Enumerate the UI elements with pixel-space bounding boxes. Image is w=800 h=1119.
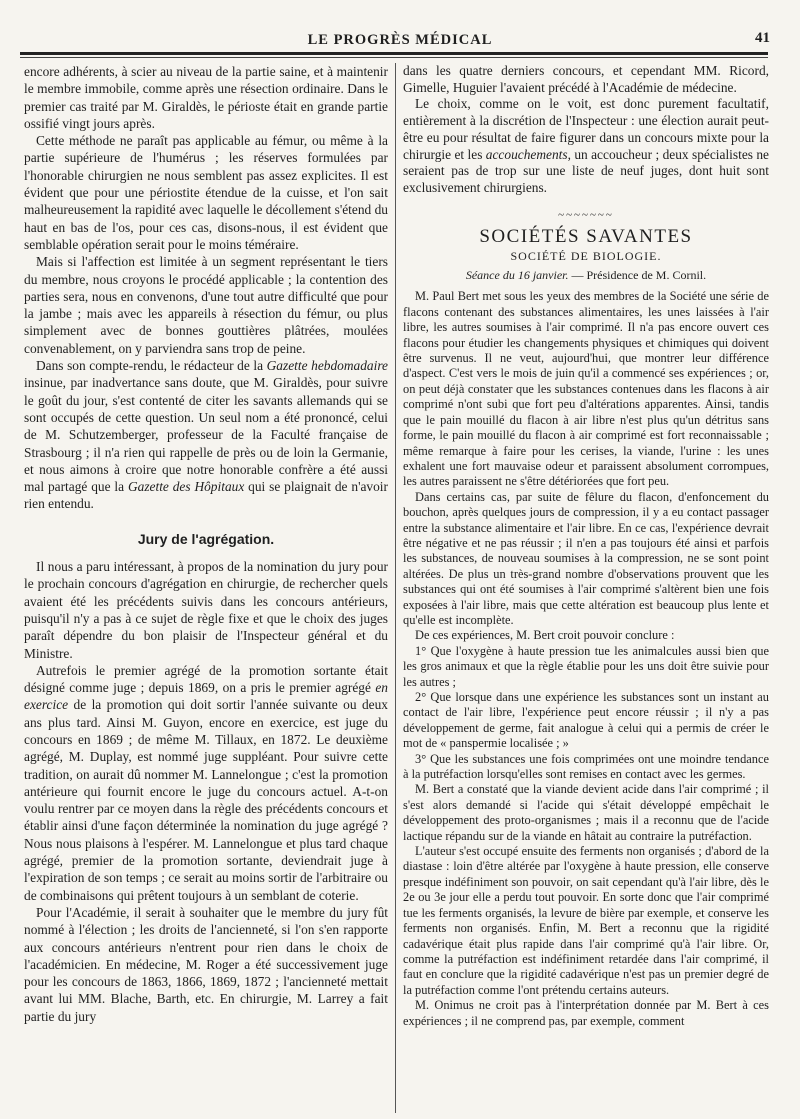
paragraph: M. Bert a constaté que la viande devient acide dans l'air comprimé ; il s'est alors demandé si l'acide qui s'était développé empêchait le développement des proto-organismes ; mais il a reconnu que de l'acide lactique répandu sur de la viande en hâtait au contraire la putréfaction. [403, 782, 769, 843]
paragraph: Cette méthode ne paraît pas applicable au fémur, ou même à la partie supérieure de l'humérus ; les réserves formulées par l'honorable chirurgien ne nous semblent pas assez explicites. Il est évident que pour une périostite étendue de la cuisse, et l'on sait malheureusement la rapidité avec laquelle le décollement s'étend du haut en bas de l'os, pour ces cas, disons-nous, il est évident que semblable opération serait pour le moins téméraire. [24, 133, 388, 252]
journal-name-italic: Gazette hebdomadaire [266, 358, 388, 374]
paragraph: 2° Que lorsque dans une expérience les substances sont un instant au contact de l'air libre, l'expérience peut encore réussir ; il n'y a pas développement de germe, fait analogue à celui qui a permis de créer le mot de « panspermie localisée ; » [403, 690, 769, 751]
ornament-divider: ~~~~~~~ [558, 208, 614, 221]
column-divider [395, 63, 396, 1113]
paragraph [24, 662, 388, 904]
section-title-jury: Jury de l'agrégation. [137, 530, 275, 547]
paragraph [403, 96, 769, 196]
page-number: 41 [755, 30, 770, 46]
right-column [403, 63, 769, 1113]
biology-report [403, 289, 769, 1029]
text-run: Autrefois le premier agrégé de la promotion sortante était désigné comme juge ; depuis 1869, on a pris le premier agrégé [24, 662, 388, 696]
seance-presidence: — Présidence de M. Cornil. [568, 267, 707, 282]
seance-date: Séance du 16 janvier. [465, 267, 569, 282]
paragraph: M. Paul Bert met sous les yeux des membres de la Société une série de flacons contenant des substances alimentaires, les unes laissées à l'air libre, les autres soumises à l'air comprimé. Il n'a pas encore ouvert ces flacons pour étudier les changements physiques et chimiques qui doivent être survenus. Il ne veut, aujourd'hui, que montrer leur différence d'aspect. C'est vers le mois de juin qu'il a commencé ses expériences ; or, on peut déjà constater que les substances contenues dans les flacons à air comprimé n'ont subi que fort peu d'altérations apparentes. Ainsi, tandis que le pain mouillé du flacon à air libre n'est plus qu'un détritus sans forme, le pain mouillé du flacon à air comprimé est fort reconnaissable ; même remarque à faire pour les cerises, la viande, l'urine : les unes exhalent une fort mauvaise odeur et paraissent absolument corrompues, les autres paraissent ne s'être détériorées que fort peu. [403, 289, 769, 489]
journal-title: LE PROGRÈS MÉDICAL [307, 32, 493, 48]
paragraph: 3° Que les substances une fois comprimées ont une moindre tendance à la putréfaction lorsqu'elles sont remises en contact avec les germes. [403, 751, 769, 782]
text-run: insinue, par inadvertance sans doute, que M. Giraldès, pour suivre le goût du jour, s'est contenté de citer les savants allemands qui se sont occupés de cette question. Un seul nom a été prononcé, celui de M. Schutzemberger, professeur de la Faculté française de Strasbourg ; il n'a rien qui rappelle de près ou de loin la Germanie, et nous aimons à croire que notre honorable confrère a été aussi mal partagé que la [24, 375, 388, 495]
left-column [24, 63, 388, 1113]
paragraph: De ces expériences, M. Bert croit pouvoir conclure : [415, 628, 675, 643]
society-name: SOCIÉTÉ DE BIOLOGIE. [510, 249, 662, 264]
text-run: Le choix, comme on le voit, est donc purement facultatif, entièrement à la discrétion de l'Inspecteur : une élection aurait peut-être eu pour résultat de faire figurer dans un concours mixte pour la chirurgie et les [403, 96, 769, 162]
text-run: , un accoucheur ; deux spécialistes ne seraient pas de trop sur une liste de neuf juges, dont huit sont exclusivement chirurgiens. [403, 146, 769, 195]
paragraph: 1° Que l'oxygène à haute pression tue les animalcules aussi bien que les gros animaux et que la règle établie pour les uns doit être suivie pour les autres ; [403, 643, 769, 689]
paragraph: Mais si l'affection est limitée à un segment représentant le tiers du membre, nous croyons le procédé applicable ; la contention des parties sera, nous en convenons, d'une tout autre difficulté que pour la jambe ; mais avec les appareils à résection du fémur, ou plus simplement avec de bonnes gouttières plâtrées, moulées convenablement, on y parviendra sans trop de peine. [24, 254, 388, 356]
paragraph [24, 357, 388, 513]
paragraph: Il nous a paru intéressant, à propos de la nomination du jury pour le prochain concours d'agrégation en chirurgie, de rechercher quels avaient été les précédents suivis dans les concours antérieurs, puisqu'il n'y a pas à ce sujet de règle fixe et que le choix des juges paraît dépendre du bon plaisir de l'Inspecteur général et du Ministre. [24, 559, 388, 661]
journal-name-italic: Gazette des Hôpitaux [127, 479, 245, 495]
paragraph: encore adhérents, à scier au niveau de la partie saine, et à maintenir le membre immobile, comme après une résection ordinaire. Dans le premier cas traité par M. Giraldès, le périoste était en grande partie ossifié vingt jours après. [24, 64, 388, 131]
paragraph: Dans certains cas, par suite de fêlure du flacon, d'enfoncement du bouchon, après quelques jours de compression, il y a eu contact passager entre la substance alimentaire et l'air libre. En ce cas, l'expérience devrait être négative et ne pas réussir ; il n'en a pas toujours été ainsi et parfois les substances, de nouveau soumises à la compression, ne se sont point altérées. De plus un très-grand nombre d'observations prouvent que les substances qui ont été soumises à l'air comprimé s'altèrent bien une fois exposées à l'air libre, mais que cette altération est beaucoup plus lente et qu'elle est incomplète. [403, 489, 769, 627]
text-run: qui se plaignait de n'avoir rien entendu. [24, 479, 388, 512]
paragraph: M. Onimus ne croit pas à l'interprétation donnée par M. Bert à ces expériences ; il ne comprend pas, par exemple, comment [403, 998, 769, 1028]
text-run: Dans son compte-rendu, le rédacteur de la [36, 358, 267, 374]
italic-phrase: accouchements [485, 146, 568, 162]
italic-phrase: en exercice [24, 680, 388, 713]
paragraph: dans les quatre derniers concours, et cependant MM. Ricord, Gimelle, Huguier l'avaient précédé à l'Académie de médecine. [403, 63, 769, 95]
header-rule-thin [20, 57, 768, 58]
paragraph: L'auteur s'est occupé ensuite des ferments non organisés ; d'abord de la diastase : loin d'être altérée par l'oxygène à haute pression, elle conserve presque indéfiniment son pouvoir, on sait cependant qu'à l'air libre, dès le 2e ou 3e jour elle a perdu tout pouvoir. En sorte donc que l'air comprimé tue les ferments organisés, la levure de bière par exemple, et conserve les ferments non organisés. Enfin, M. Bert a reconnu que la rigidité cadavérique était plus rapide dans l'air comprimé qu'à l'air libre. Or, comme la putréfaction est indéfiniment retardée dans l'air comprimé, il faut en conclure que la rigidité cadavérique n'est pas un premier degré de la putréfaction comme l'ont prétendu certains auteurs. [403, 844, 769, 997]
text-run: de la promotion qui doit sortir l'année suivante ou deux ans plus tard. Ainsi M. Guyon, encore en exercice, est juge du concours en 1869 ; de même M. Tillaux, en 1872. Le deuxième agrégé, M. Duplay, est nommé juge suppléant. Pour suivre cette tradition, on aurait dû nommer M. Lannelongue ; c'est la promotion antérieure qui fournit encore le juge du concours actuel. A-t-on voulu rentrer par ce moyen dans la règle des précédents concours et établir ainsi d'une façon déterminée la nomination du juge agrégé ? Nous nous plaisons à l'espérer. M. Lannelongue et plus tard chaque agrégé, premier de la promotion sortante, deviendrait juge à l'expiration de son temps ; ce serait au moins sortir de l'arbitraire ou de combinaisons qui prêtent toujours à un semblant de coterie. [24, 697, 388, 903]
paragraph: Pour l'Académie, il serait à souhaiter que le membre du jury fût nommé à l'élection ; les droits de l'ancienneté, si l'on s'en rapporte aux concours antérieurs n'entrent pour rien dans le choix de l'académicien. En médecine, M. Roger a été successivement juge pour les concours de 1863, 1866, 1869, 1872 ; l'ancienneté mettait avant lui MM. Blache, Barth, etc. En chirurgie, M. Larrey a fait partie du jury [24, 904, 388, 1024]
header-rule-thick [20, 52, 768, 55]
seance-line [403, 267, 769, 284]
section-heading-societes: SOCIÉTÉS SAVANTES [479, 226, 693, 248]
